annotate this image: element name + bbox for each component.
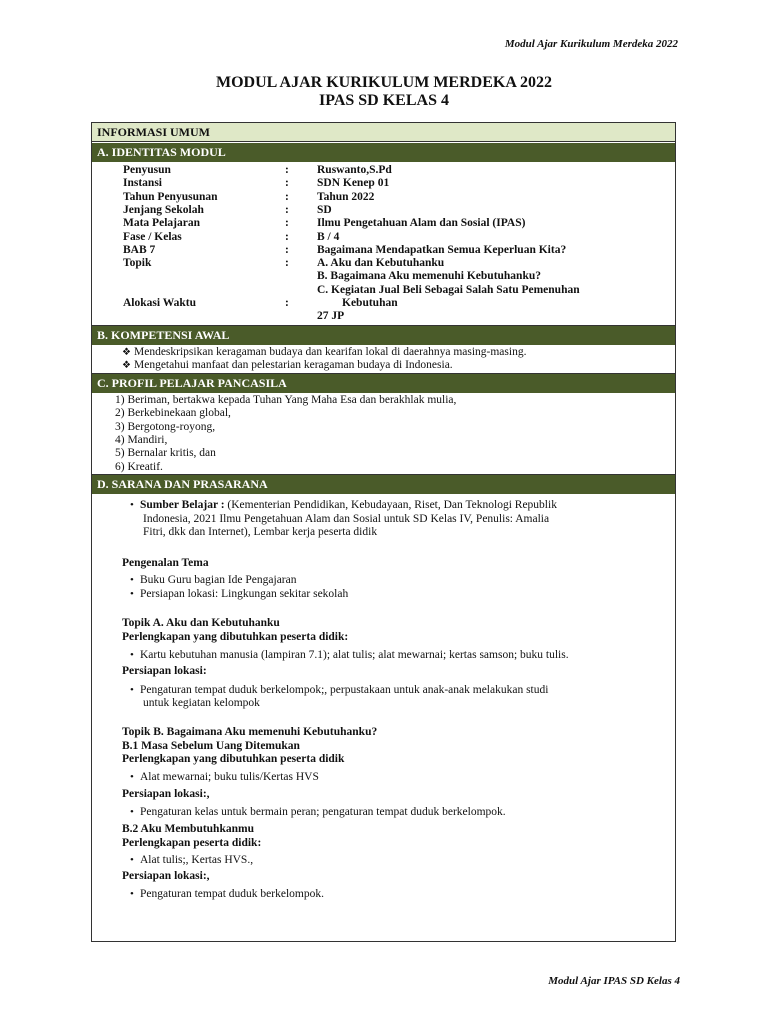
page-footer: Modul Ajar IPAS SD Kelas 4 (548, 975, 680, 987)
topik-b-title: Topik B. Bagaimana Aku memenuhi Kebutuhanku? (122, 726, 378, 738)
b1-title: B.1 Masa Sebelum Uang Ditemukan (122, 739, 300, 752)
profil-item: 6) Kreatif. (115, 460, 163, 473)
document-title (0, 74, 768, 110)
topik-a-perlengkapan: Perlengkapan yang dibutuhkan peserta didik: (122, 630, 349, 643)
bullet-icon: • (130, 684, 134, 696)
section-identitas-modul: A. IDENTITAS MODUL (92, 143, 675, 162)
bullet-icon: • (130, 806, 134, 818)
section-kompetensi-awal: B. KOMPETENSI AWAL (92, 326, 675, 345)
list-item: • Pengaturan tempat duduk berkelompok. (130, 888, 324, 900)
bullet-icon: • (130, 588, 134, 600)
list-item: • Alat tulis;, Kertas HVS., (130, 854, 254, 866)
title-line-1: MODUL AJAR KURIKULUM MERDEKA 2022 (215, 74, 552, 91)
list-item: • Pengaturan kelas untuk bermain peran; pengaturan tempat duduk berkelompok. (130, 806, 506, 818)
profil-item: 4) Mandiri, (115, 433, 168, 446)
diamond-bullet-icon: ❖ (122, 360, 131, 371)
profil-item: 5) Bernalar kritis, dan (115, 447, 216, 460)
b1-perlengkapan: Perlengkapan yang dibutuhkan peserta didik (122, 753, 345, 765)
section-sarana-prasarana: D. SARANA DAN PRASARANA (92, 475, 675, 494)
kompetensi-item: ❖ Mengetahui manfaat dan pelestarian keragaman budaya di Indonesia. (122, 359, 453, 371)
pengenalan-tema-title: Pengenalan Tema (122, 557, 209, 569)
bullet-icon: • (130, 499, 134, 511)
list-item: • Pengaturan tempat duduk berkelompok;, perpustakaan untuk anak-anak melakukan studi (130, 684, 549, 696)
diamond-bullet-icon: ❖ (122, 347, 131, 358)
list-item: • Buku Guru bagian Ide Pengajaran (130, 574, 297, 586)
b2-persiapan: Persiapan lokasi:, (122, 870, 210, 882)
sumber-belajar: • Sumber Belajar : (Kementerian Pendidikan, Kebudayaan, Riset, Dan Teknologi Republik (130, 499, 557, 511)
topik-a-title: Topik A. Aku dan Kebutuhanku (122, 617, 280, 629)
title-line-2: IPAS SD KELAS 4 (319, 92, 449, 109)
bullet-icon: • (130, 574, 134, 586)
b2-perlengkapan: Perlengkapan peserta didik: (122, 836, 262, 849)
page-header: Modul Ajar Kurikulum Merdeka 2022 (504, 38, 678, 50)
bullet-icon: • (130, 771, 134, 783)
section-informasi-umum: INFORMASI UMUM (92, 123, 675, 142)
sumber-line: Indonesia, 2021 Ilmu Pengetahuan Alam dan Sosial untuk SD Kelas IV, Penulis: Amalia (143, 512, 550, 525)
kompetensi-item: ❖ Mendeskripsikan keragaman budaya dan kearifan lokal di daerahnya masing-masing. (122, 346, 527, 358)
list-item: • Alat mewarnai; buku tulis/Kertas HVS (130, 771, 319, 783)
bullet-icon: • (130, 649, 134, 661)
b2-title: B.2 Aku Membutuhkanmu (122, 823, 254, 835)
module-info-table: INFORMASI UMUM A. IDENTITAS MODUL Penyusun : Ruswanto,S.Pd Instansi : SDN Kenep 01 Tahun Penyusunan : Tahun 2022 Jenjang Sekolah : SD Mata Pelajaran : Ilmu Pengetahuan Alam dan Sosial (IPAS) Fase / Kelas : B / 4 BAB 7 : Bagaimana Mendapatkan Semua Keperluan Kita? Topik : A. Aku dan Kebutuhanku B. Bagaimana Aku memenuhi Kebutuhanku? C. Kegiatan Jual Beli Sebagai Salah Satu Pemenuhan Alokasi Waktu : Kebutuhan 27 JP B. KOMPETENSI AWAL ❖ Mendeskripsikan keragaman budaya dan kearifan lokal di daerahnya masing-masing. ❖ Mengetahui manfaat dan pelestarian keragaman budaya di Indonesia. C. PROFIL PELAJAR PANCASILA 1) Beriman, bertakwa kepada Tuhan Yang Maha Esa dan berakhlak mulia, 2) Berkebinekaan global, 3) Bergotong-royong, 4) Mandiri, 5) Bernalar kritis, dan 6) Kreatif. D. SARANA DAN PRASARANA • Sumber Belajar : (Kementerian Pendidikan, Kebudayaan, Riset, Dan Teknologi Republik Indonesia, 2021 Ilmu Pengetahuan Alam dan Sosial untuk SD Kelas IV, Penulis: Amalia Fitri, dkk dan Internet), Lembar kerja peserta didik Pengenalan Tema • Buku Guru bagian Ide Pengajaran • Persiapan lokasi: Lingkungan sekitar sekolah Topik A. Aku dan Kebutuhanku Perlengkapan yang dibutuhkan peserta didik: • Kartu kebutuhan manusia (lampiran 7.1); alat tulis; alat mewarnai; kertas samson; buku tulis. Persiapan lokasi: • Pengaturan tempat duduk berkelompok;, perpustakaan untuk anak-anak melakukan studi untuk kegiatan kelompok Topik B. Bagaimana Aku memenuhi Kebutuhanku? B.1 Masa Sebelum Uang Ditemukan Perlengkapan yang dibutuhkan peserta didik • Alat mewarnai; buku tulis/Kertas HVS Persiapan lokasi:, • Pengaturan kelas untuk bermain peran; pengaturan tempat duduk berkelompok. B.2 Aku Membutuhkanmu Perlengkapan peserta didik: • Alat tulis;, Kertas HVS., Persiapan lokasi:, • Pengaturan tempat duduk berkelompok. (91, 122, 676, 942)
profil-item: 1) Beriman, bertakwa kepada Tuhan Yang Maha Esa dan berakhlak mulia, (115, 394, 457, 406)
bullet-icon: • (130, 854, 134, 866)
topik-a-persiapan: Persiapan lokasi: (122, 665, 207, 677)
bullet-icon: • (130, 888, 134, 900)
list-item: • Kartu kebutuhan manusia (lampiran 7.1); alat tulis; alat mewarnai; kertas samson; buku tulis. (130, 649, 569, 661)
section-profil-pelajar: C. PROFIL PELAJAR PANCASILA (92, 374, 675, 393)
list-item-cont: untuk kegiatan kelompok (143, 697, 260, 709)
profil-item: 3) Bergotong-royong, (115, 420, 216, 433)
sumber-line: Fitri, dkk dan Internet), Lembar kerja peserta didik (143, 526, 378, 538)
profil-item: 2) Berkebinekaan global, (115, 407, 231, 420)
b1-persiapan: Persiapan lokasi:, (122, 788, 210, 800)
list-item: • Persiapan lokasi: Lingkungan sekitar sekolah (130, 588, 349, 600)
